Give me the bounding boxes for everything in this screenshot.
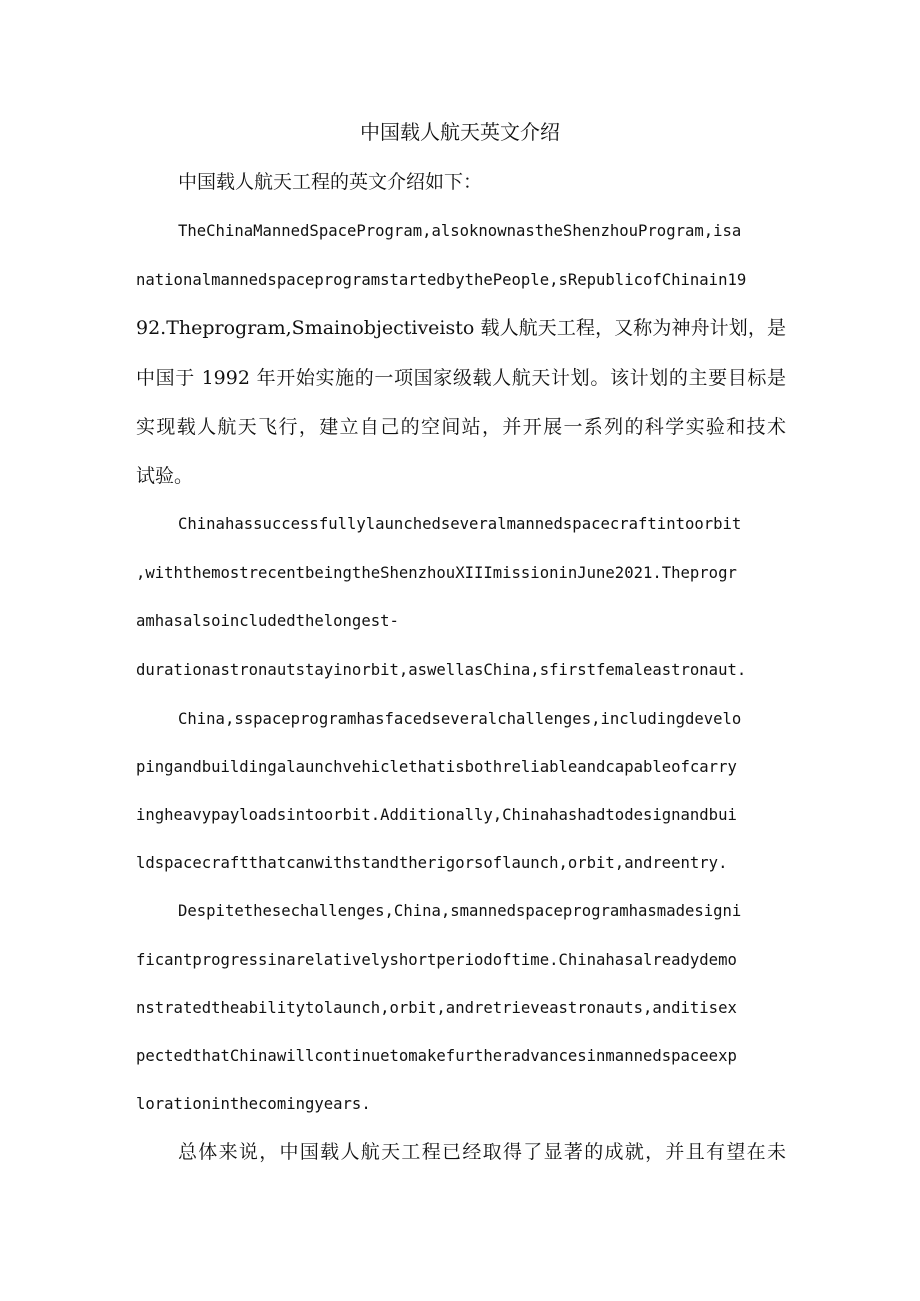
paragraph-line: China,sspaceprogramhasfacedseveralchallenges,includingdevelo [178, 710, 742, 728]
paragraph-line: TheChinaMannedSpaceProgram,alsoknownastheShenzhouProgram,isa [178, 222, 742, 240]
paragraph-line: nationalmannedspaceprogramstartedbythePeople,sRepublicofChinain19 [136, 271, 747, 289]
paragraph-line: 92.Theprogram,Smainobjectiveisto 载人航天工程，又称为神舟计划，是 [136, 317, 786, 339]
paragraph-line: ingheavypayloadsintoorbit.Additionally,Chinahashadtodesignandbui [136, 806, 737, 824]
page-title: 中国载人航天英文介绍 [360, 120, 560, 144]
paragraph-line: ficantprogressinarelativelyshortperiodoftime.Chinahasalreadydemo [136, 951, 737, 969]
paragraph-line: 总体来说，中国载人航天工程已经取得了显著的成就，并且有望在未 [178, 1141, 786, 1163]
paragraph-line: nstratedtheabilitytolaunch,orbit,andretrieveastronauts,anditisex [136, 999, 737, 1017]
paragraph-line: lorationinthecomingyears. [136, 1095, 371, 1113]
paragraph-line: 试验。 [136, 465, 194, 487]
intro-line: 中国载人航天工程的英文介绍如下： [178, 171, 483, 193]
paragraph-line: pectedthatChinawillcontinuetomakefurtheradvancesinmannedspaceexp [136, 1047, 737, 1065]
paragraph-line: 实现载人航天飞行，建立自己的空间站，并开展一系列的科学实验和技术 [136, 416, 786, 438]
paragraph-line: ldspacecraftthatcanwithstandtherigorsoflaunch,orbit,andreentry. [136, 854, 728, 872]
paragraph-line: amhasalsoincludedthelongest- [136, 612, 399, 630]
paragraph-line: Chinahassuccessfullylaunchedseveralmannedspacecraftintoorbit [178, 515, 742, 533]
paragraph-line: durationastronautstayinorbit,aswellasChina,sfirstfemaleastronaut. [136, 661, 747, 679]
paragraph-line: ,withthemostrecentbeingtheShenzhouXIIImissioninJune2021.Theprogr [136, 564, 737, 582]
paragraph-line: Despitethesechallenges,China,smannedspaceprogramhasmadesigni [178, 902, 742, 920]
paragraph-line: 中国于 1992 年开始实施的一项国家级载人航天计划。该计划的主要目标是 [136, 367, 786, 389]
paragraph-line: pingandbuildingalaunchvehiclethatisbothreliableandcapableofcarry [136, 758, 737, 776]
